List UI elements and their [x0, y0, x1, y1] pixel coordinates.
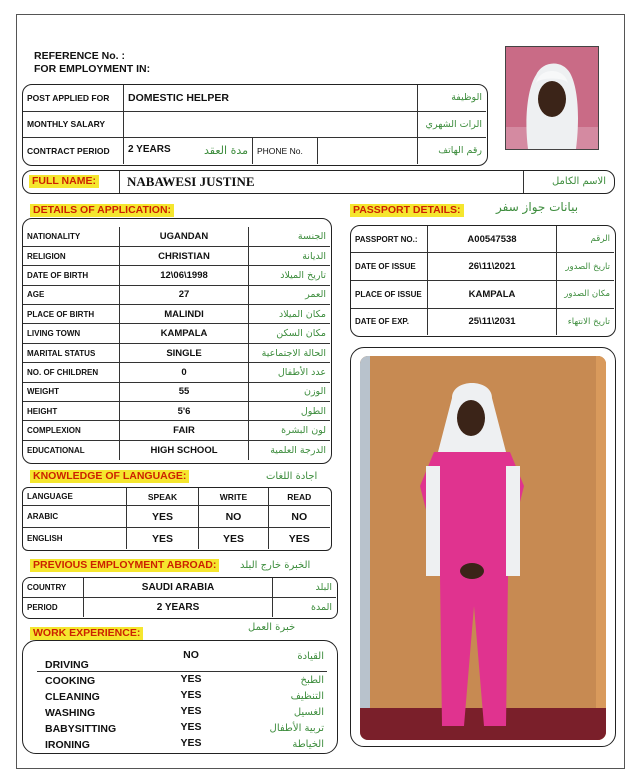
application-row-value: SINGLE: [120, 343, 249, 362]
experience-ar: الطبخ: [300, 675, 324, 686]
application-row-value: HIGH SCHOOL: [120, 440, 249, 459]
language-name: ENGLISH: [23, 528, 126, 549]
application-row-value: MALINDI: [120, 305, 249, 324]
experience-ar: تربية الأطفال: [269, 723, 324, 734]
contract-label: CONTRACT PERIOD: [23, 137, 124, 164]
experience-ar: التنظيف: [290, 691, 324, 702]
application-row: [23, 363, 330, 382]
previous-row: [23, 598, 336, 618]
application-row-ar: الحالة الاجتماعية: [249, 343, 331, 362]
application-row: [23, 324, 330, 343]
employment-label: FOR EMPLOYMENT IN:: [34, 63, 151, 75]
full-name-value: NABAWESI JUSTINE: [127, 174, 255, 189]
application-row-label: NO. OF CHILDREN: [23, 363, 120, 382]
application-row-label: PLACE OF BIRTH: [23, 305, 120, 324]
passport-row-ar: تاريخ الانتهاء: [557, 308, 615, 335]
language-row: [23, 506, 330, 528]
application-row-ar: تاريخ الميلاد: [249, 266, 331, 285]
language-title: KNOWLEDGE OF LANGUAGE:: [30, 470, 189, 483]
application-row: [23, 305, 330, 324]
application-row: [23, 246, 330, 265]
salary-label: MONTHLY SALARY: [23, 111, 124, 137]
experience-skill: WASHING: [45, 707, 96, 719]
previous-table: [23, 578, 336, 617]
experience-row: [23, 649, 336, 671]
language-box: [22, 487, 332, 551]
application-row: [23, 227, 330, 246]
passport-row: [351, 308, 614, 335]
passport-row-label: DATE OF ISSUE: [351, 253, 428, 281]
experience-value: YES: [180, 721, 202, 733]
passport-row-value: KAMPALA: [428, 280, 557, 308]
application-row: [23, 440, 330, 459]
experience-row: [23, 721, 336, 737]
language-header-cell: READ: [268, 488, 330, 506]
application-row: [23, 285, 330, 304]
language-header-cell: SPEAK: [126, 488, 199, 506]
application-row-ar: مكان الميلاد: [249, 305, 331, 324]
previous-row-value: 2 YEARS: [84, 598, 273, 618]
previous-row: [23, 578, 336, 598]
reference-block: [34, 50, 150, 76]
application-row-label: COMPLEXION: [23, 421, 120, 440]
passport-row-label: DATE OF EXP.: [351, 308, 428, 335]
previous-title: PREVIOUS EMPLOYMENT ABROAD:: [30, 559, 219, 572]
language-read: NO: [268, 506, 330, 528]
fullbody-photo: [360, 356, 606, 740]
contract-ar: مدة العقد: [204, 144, 248, 158]
reference-label: REFERENCE No. :: [34, 50, 126, 62]
language-write: NO: [199, 506, 268, 528]
full-name-box: [22, 170, 615, 194]
application-row-label: EDUCATIONAL: [23, 440, 120, 459]
language-row: [23, 528, 330, 549]
application-row-value: KAMPALA: [120, 324, 249, 343]
contract-value: 2 YEARS: [128, 144, 171, 156]
language-name: ARABIC: [23, 506, 126, 528]
application-row-ar: مكان السكن: [249, 324, 331, 343]
experience-skill: DRIVING: [45, 659, 89, 671]
language-table: [23, 488, 330, 549]
full-name-label: FULL NAME:: [29, 175, 99, 188]
language-header-cell: LANGUAGE: [23, 488, 126, 506]
application-row-value: 55: [120, 382, 249, 401]
experience-value: NO: [183, 649, 199, 661]
experience-skill: BABYSITTING: [45, 723, 117, 735]
passport-row-value: 26\11\2021: [428, 253, 557, 281]
language-speak: YES: [126, 528, 199, 549]
experience-row: [23, 737, 336, 753]
application-row-ar: الوزن: [249, 382, 331, 401]
salary-value: [124, 111, 418, 137]
experience-title: WORK EXPERIENCE:: [30, 627, 143, 640]
application-row-value: 0: [120, 363, 249, 382]
application-row-label: HEIGHT: [23, 402, 120, 421]
application-row-label: LIVING TOWN: [23, 324, 120, 343]
experience-row: [23, 673, 336, 689]
experience-box: [22, 640, 338, 754]
application-row-ar: الدرجة العلمية: [249, 440, 331, 459]
experience-list: [23, 641, 336, 752]
previous-row-ar: المدة: [273, 598, 337, 618]
experience-skill: COOKING: [45, 675, 96, 687]
application-row-label: NATIONALITY: [23, 227, 120, 246]
application-row-ar: الجنسة: [249, 227, 331, 246]
experience-ar: القيادة: [297, 651, 324, 662]
experience-divider: [37, 671, 327, 672]
application-row-label: DATE OF BIRTH: [23, 266, 120, 285]
passport-row-value: A00547538: [428, 226, 557, 253]
full-name-ar: الاسم الكامل: [551, 176, 606, 187]
experience-value: YES: [180, 689, 202, 701]
previous-row-label: PERIOD: [23, 598, 84, 618]
previous-row-value: SAUDI ARABIA: [84, 578, 273, 598]
previous-row-label: COUNTRY: [23, 578, 84, 598]
passport-row-ar: الرقم: [557, 226, 615, 253]
post-ar: الوظيفة: [418, 85, 487, 111]
passport-title: PASSPORT DETAILS:: [350, 204, 464, 217]
application-row-ar: الديانة: [249, 246, 331, 265]
salary-ar: الرات الشهري: [418, 111, 487, 137]
application-title: DETAILS OF APPLICATION:: [30, 204, 174, 217]
portrait-photo: [505, 46, 599, 150]
application-row-value: 27: [120, 285, 249, 304]
language-header-cell: WRITE: [199, 488, 268, 506]
language-header-row: [23, 488, 330, 506]
experience-skill: IRONING: [45, 739, 90, 751]
application-row: [23, 421, 330, 440]
application-row-ar: العمر: [249, 285, 331, 304]
language-speak: YES: [126, 506, 199, 528]
experience-value: YES: [180, 737, 202, 749]
application-row-value: UGANDAN: [120, 227, 249, 246]
application-row-value: CHRISTIAN: [120, 246, 249, 265]
application-row-label: WEIGHT: [23, 382, 120, 401]
language-title-ar: اجادة اللغات: [266, 471, 318, 482]
application-row-value: 12\06\1998: [120, 266, 249, 285]
previous-title-ar: الخبرة خارج البلد: [240, 560, 311, 571]
previous-row-ar: البلد: [273, 578, 337, 598]
application-row-ar: الطول: [249, 402, 331, 421]
phone-value: [318, 137, 418, 164]
passport-row: [351, 280, 614, 308]
application-row: [23, 382, 330, 401]
phone-ar: رقم الهاتف: [418, 137, 487, 164]
experience-title-ar: خبرة العمل: [248, 622, 296, 633]
post-value: DOMESTIC HELPER: [124, 85, 418, 111]
application-row: [23, 266, 330, 285]
passport-row-ar: تاريخ الصدور: [557, 253, 615, 281]
language-read: YES: [268, 528, 330, 549]
passport-row: [351, 253, 614, 281]
application-row-ar: عدد الأطفال: [249, 363, 331, 382]
experience-value: YES: [180, 673, 202, 685]
application-box: [22, 218, 332, 464]
experience-value: YES: [180, 705, 202, 717]
experience-row: [23, 705, 336, 721]
application-row-label: AGE: [23, 285, 120, 304]
application-table: [23, 227, 330, 460]
experience-ar: الغسيل: [293, 707, 324, 718]
passport-row-value: 25\11\2031: [428, 308, 557, 335]
application-row-value: 5'6: [120, 402, 249, 421]
post-box: [22, 84, 488, 166]
application-row: [23, 343, 330, 362]
application-row-label: RELIGION: [23, 246, 120, 265]
application-row: [23, 402, 330, 421]
passport-box: [350, 225, 616, 337]
passport-row: [351, 226, 614, 253]
previous-box: [22, 577, 338, 619]
passport-row-label: PLACE OF ISSUE: [351, 280, 428, 308]
language-write: YES: [199, 528, 268, 549]
phone-label: PHONE No.: [253, 137, 318, 164]
application-row-label: MARITAL STATUS: [23, 343, 120, 362]
post-label: POST APPLIED FOR: [23, 85, 124, 111]
passport-title-ar: بيانات جواز سفر: [496, 200, 579, 214]
experience-skill: CLEANING: [45, 691, 100, 703]
passport-table: [351, 226, 614, 335]
application-row-value: FAIR: [120, 421, 249, 440]
experience-row: [23, 689, 336, 705]
experience-ar: الخياطة: [292, 739, 324, 750]
passport-row-label: PASSPORT NO.:: [351, 226, 428, 253]
passport-row-ar: مكان الصدور: [557, 280, 615, 308]
application-row-ar: لون البشرة: [249, 421, 331, 440]
